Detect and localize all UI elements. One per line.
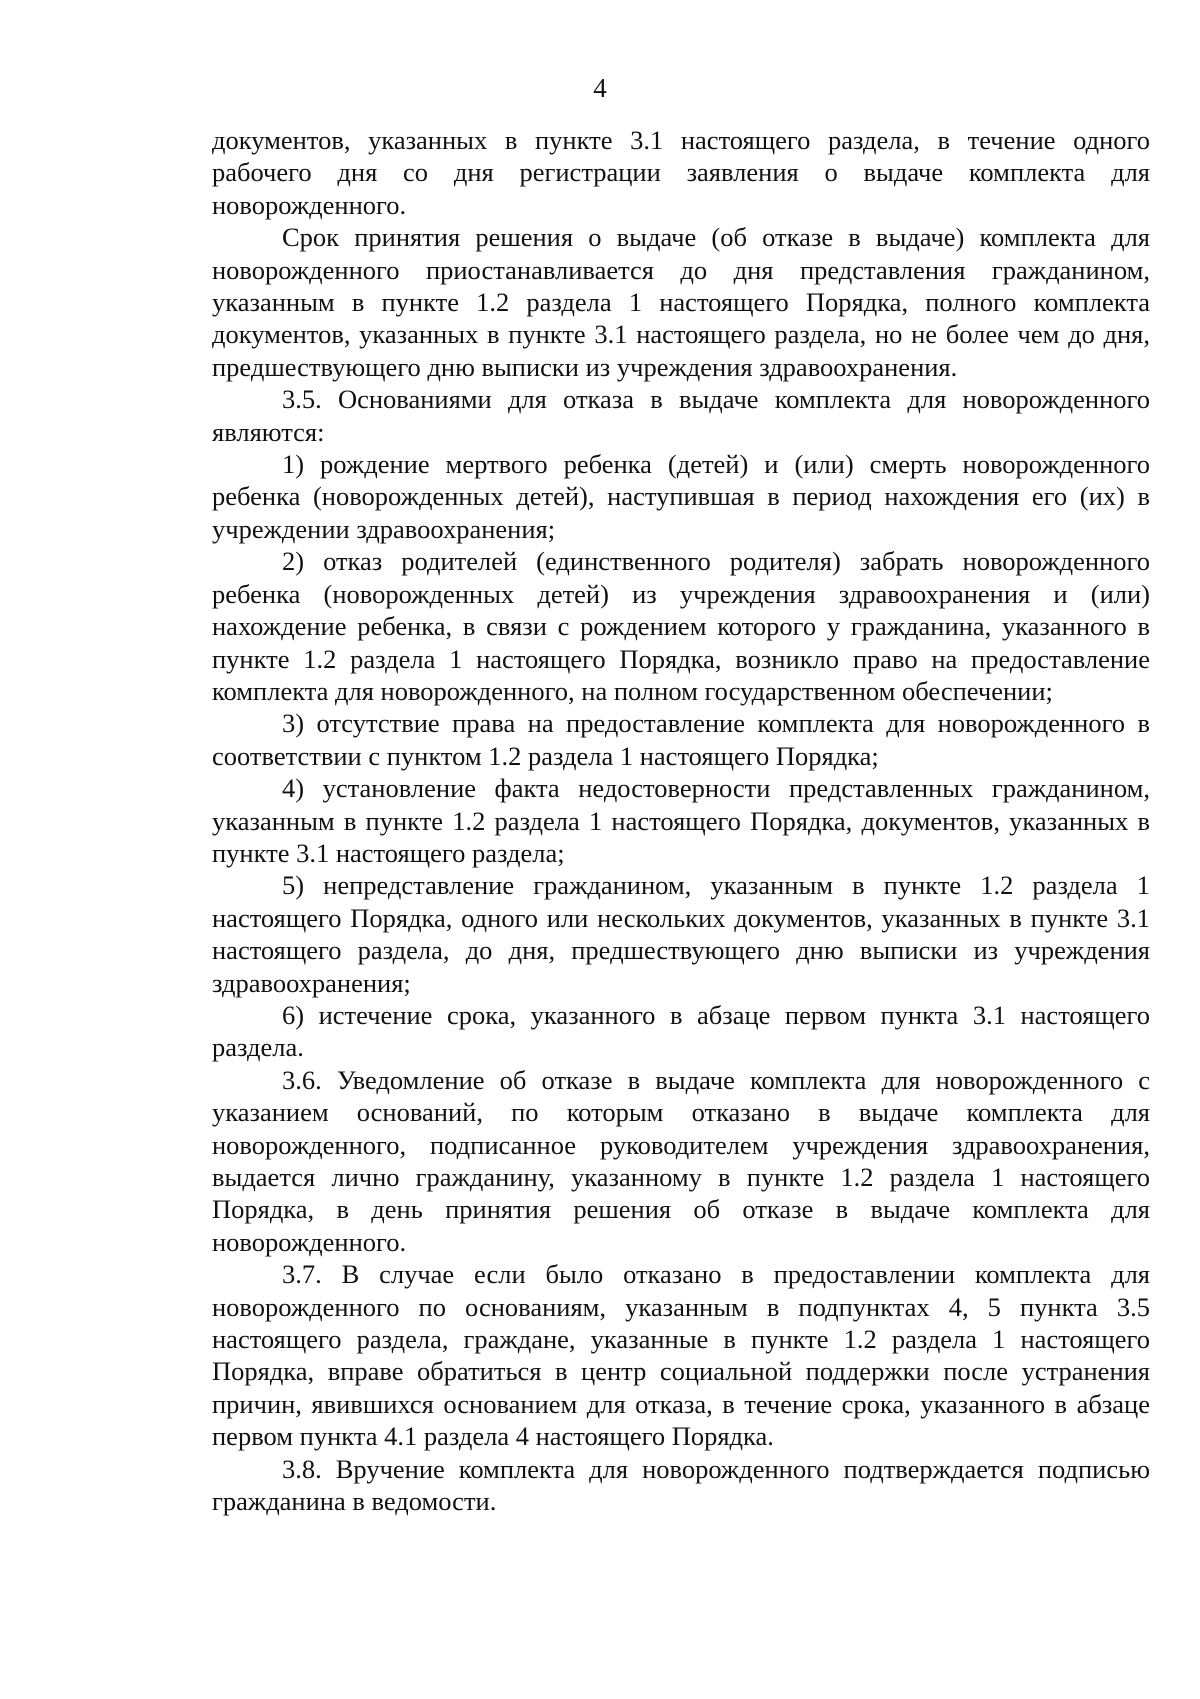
page-number: 4 <box>593 73 607 103</box>
list-item-1: 1) рождение мертвого ребенка (детей) и (или) смерть новорожденного ребенка (новорожденных детей), наступившая в период нахождения его (их) в учреждении здравоохранения; <box>212 449 1150 544</box>
list-item-4: 4) установление факта недостоверности представленных гражданином, указанным в пункте 1.2 раздела 1 настоящего Порядка, документов, указанных в пункте 3.1 настоящего раздела; <box>212 773 1150 868</box>
list-item-3: 3) отсутствие права на предоставление комплекта для новорожденного в соответствии с пунктом 1.2 раздела 1 настоящего Порядка; <box>212 708 1150 771</box>
list-item-6: 6) истечение срока, указанного в абзаце первом пункта 3.1 настоящего раздела. <box>212 999 1150 1063</box>
paragraph-3-6: 3.6. Уведомление об отказе в выдаче комплекта для новорожденного с указанием оснований, по которым отказано в выдаче комплекта для новорожденного, подписанное руководителем учреждения здравоохранения, выдается лично гражданину, указанному в пункте 1.2 раздела 1 настоящего Порядка, в день принятия решения об отказе в выдаче комплекта для новорожденного. <box>212 1064 1150 1257</box>
list-item-2: 2) отказ родителей (единственного родителя) забрать новорожденного ребенка (новорожденных детей) из учреждения здравоохранения и (или) нахождение ребенка, в связи с рождением которого у гражданина, указанного в пункте 1.2 раздела 1 настоящего Порядка, возникло право на предоставление комплекта для новорожденного, на полном государственном обеспечении; <box>212 546 1150 706</box>
paragraph-3-5: 3.5. Основаниями для отказа в выдаче комплекта для новорожденного являются: <box>212 384 1150 447</box>
paragraph-3-8: 3.8. Вручение комплекта для новорожденного подтверждается подписью гражданина в ведомости. <box>212 1453 1150 1517</box>
document-body <box>212 124 1150 1517</box>
paragraph-decision-term: Срок принятия решения о выдаче (об отказе в выдаче) комплекта для новорожденного приостанавливается до дня представления гражданином, указанным в пункте 1.2 раздела 1 настоящего Порядка, полного комплекта документов, указанных в пункте 3.1 настоящего раздела, но не более чем до дня, предшествующего дню выписки из учреждения здравоохранения. <box>212 222 1150 382</box>
list-item-5: 5) непредставление гражданином, указанным в пункте 1.2 раздела 1 настоящего Порядка, одного или нескольких документов, указанных в пункте 3.1 настоящего раздела, до дня, предшествующего дню выписки из учреждения здравоохранения; <box>212 870 1150 998</box>
paragraph-continuation: документов, указанных в пункте 3.1 настоящего раздела, в течение одного рабочего дня со дня регистрации заявления о выдаче комплекта для новорожденного. <box>212 125 1150 220</box>
paragraph-3-7: 3.7. В случае если было отказано в предоставлении комплекта для новорожденного по основаниям, указанным в подпунктах 4, 5 пункта 3.5 настоящего раздела, граждане, указанные в пункте 1.2 раздела 1 настоящего Порядка, вправе обратиться в центр социальной поддержки после устранения причин, явившихся основанием для отказа, в течение срока, указанного в абзаце первом пункта 4.1 раздела 4 настоящего Порядка. <box>212 1259 1150 1452</box>
